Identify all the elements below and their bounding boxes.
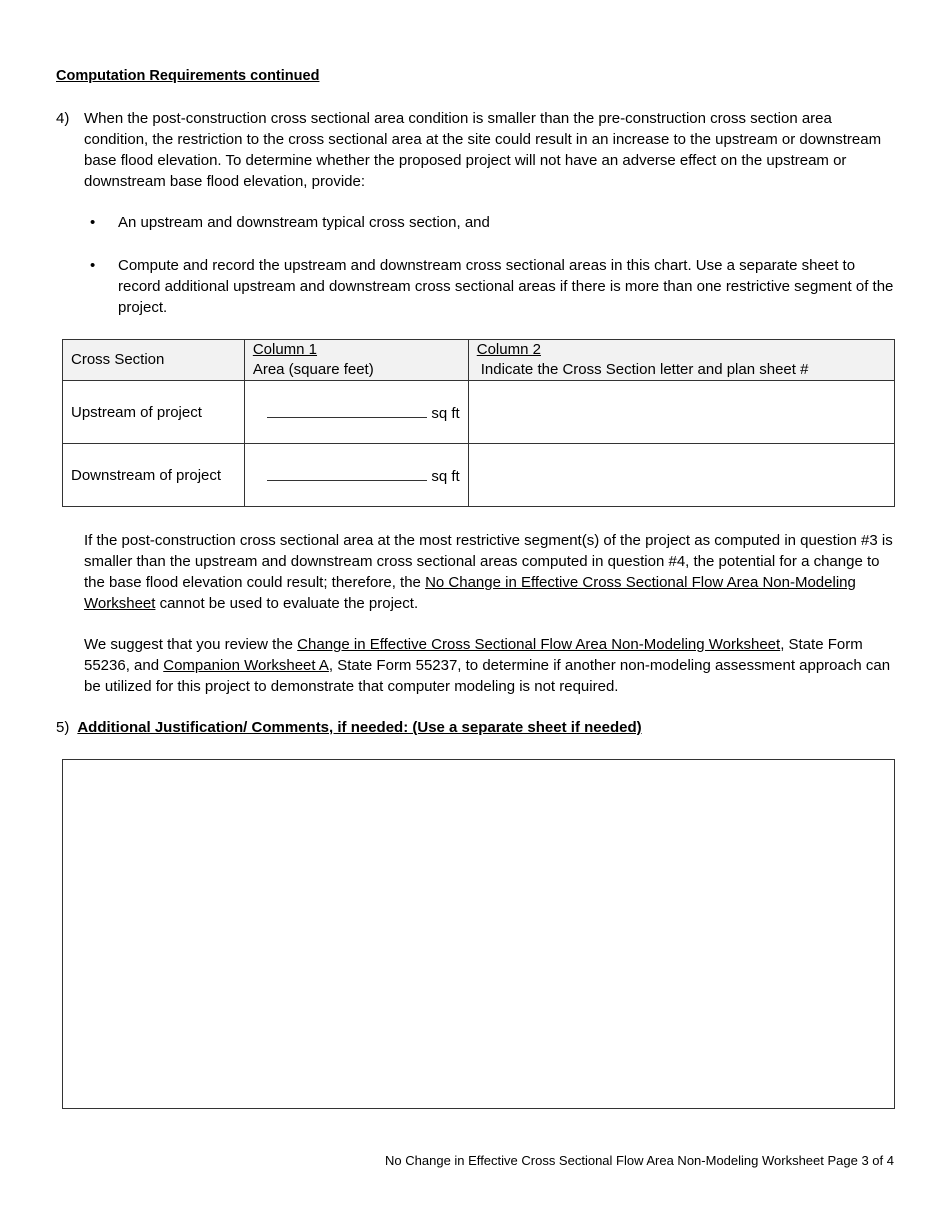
unit-label: sq ft — [431, 404, 460, 422]
paragraph-suggestion — [84, 634, 896, 697]
question-number: 5) — [56, 719, 70, 736]
table-row — [63, 444, 895, 507]
bullet-text: An upstream and downstream typical cross section, and — [118, 214, 490, 231]
header-column-2 — [468, 340, 894, 381]
header-column-1 — [244, 340, 468, 381]
downstream-plan-sheet-field[interactable] — [468, 444, 894, 507]
row-label: Downstream of project — [63, 444, 245, 507]
comments-textarea[interactable] — [62, 759, 895, 1109]
header-cross-section: Cross Section — [63, 340, 245, 381]
question-label: Additional Justification/ Comments, if needed: (Use a separate sheet if needed) — [77, 719, 642, 736]
question-5 — [56, 717, 642, 738]
table-row — [63, 381, 895, 444]
bullet-icon: • — [90, 257, 96, 274]
bullet-icon: • — [90, 214, 96, 231]
question-number: 4) — [56, 110, 70, 127]
bullet-text: Compute and record the upstream and downstream cross sectional areas in this chart. Use a separate sheet to record additional upstream and downstream cross sectional areas if there is more than one restrictive segment of the project. — [118, 257, 894, 316]
area-cell — [244, 381, 468, 444]
question-text: When the post-construction cross sectional area condition is smaller than the pre-construction cross section area condition, the restriction to the cross sectional area at the site could result in an increase to the upstream or downstream base flood elevation. To determine whether the proposed project will not have an adverse effect on the upstream or downstream base flood elevation, provide: — [84, 110, 882, 190]
companion-worksheet-link: Companion Worksheet A — [163, 657, 329, 674]
change-worksheet-link: Change in Effective Cross Sectional Flow Area Non-Modeling Worksheet — [297, 636, 781, 653]
upstream-area-field[interactable] — [267, 401, 427, 418]
worksheet-link: No Change in Effective Cross Sectional Flow Area Non-Modeling Worksheet — [84, 574, 856, 612]
unit-label: sq ft — [431, 467, 460, 485]
question-4 — [56, 108, 896, 192]
table-header-row — [63, 340, 895, 381]
paragraph-text: , State Form 55236, and — [84, 636, 863, 674]
paragraph-text: cannot be used to evaluate the project. — [155, 595, 419, 612]
bullet-list — [90, 212, 895, 340]
column-2-title: Column 2 — [476, 341, 541, 358]
downstream-area-field[interactable] — [267, 464, 427, 481]
page-footer: No Change in Effective Cross Sectional Flow Area Non-Modeling Worksheet Page 3 of 4 — [385, 1153, 894, 1168]
list-item — [90, 255, 895, 318]
column-1-title: Column 1 — [252, 341, 318, 358]
row-label: Upstream of project — [63, 381, 245, 444]
cross-section-table — [62, 339, 895, 507]
column-2-subtitle: Indicate the Cross Section letter and plan sheet # — [480, 361, 809, 378]
upstream-plan-sheet-field[interactable] — [468, 381, 894, 444]
paragraph-restriction-note — [84, 530, 896, 614]
paragraph-text: , State Form 55237, to determine if another non-modeling assessment approach can be utilized for this project to demonstrate that computer modeling is not required. — [84, 657, 891, 695]
column-1-subtitle: Area (square feet) — [252, 361, 374, 378]
page-title: Computation Requirements continued — [56, 68, 320, 84]
list-item — [90, 212, 895, 233]
area-cell — [244, 444, 468, 507]
paragraph-text: If the post-construction cross sectional area at the most restrictive segment(s) of the project as computed in question #3 is smaller than the upstream and downstream cross sectional areas computed in question #4, the potential for a change to the base flood elevation could result; therefore, the — [84, 532, 893, 591]
paragraph-text: We suggest that you review the — [84, 636, 298, 653]
